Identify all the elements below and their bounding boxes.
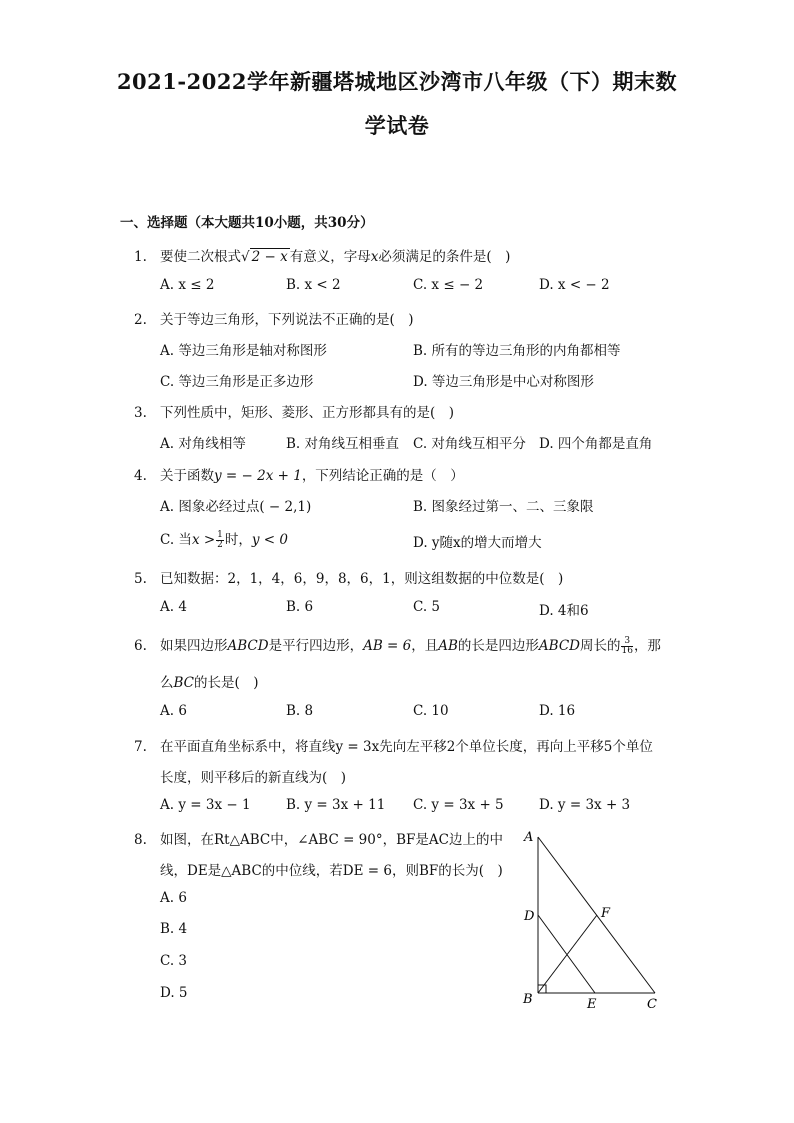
q5-option-a[interactable]: A. 4 bbox=[160, 599, 187, 615]
q7-option-b[interactable]: B. y = 3x + 11 bbox=[286, 797, 386, 813]
label-b: B bbox=[523, 992, 533, 1007]
question-6: 6. 如果四边形ABCD是平行四边形，AB = 6，且AB的长是四边形ABCD周长的 $\frac{3}{16}$ ，那 bbox=[134, 636, 661, 656]
q7-option-c[interactable]: C. y = 3x + 5 bbox=[413, 797, 504, 813]
q7-option-d[interactable]: D. y = 3x + 3 bbox=[539, 797, 631, 813]
question-7: 7. 在平面直角坐标系中，将直线y = 3x先向左平移2个单位长度，再向上平移5个单位 bbox=[134, 739, 653, 755]
question-5: 5. 已知数据：2，1，4，6，9，8，6，1，则这组数据的中位数是( ) bbox=[134, 571, 564, 587]
page-title-line2: 学试卷 bbox=[364, 113, 430, 138]
q4-option-d[interactable]: D. y随x的增大而增大 bbox=[413, 535, 542, 551]
q1-option-c[interactable]: C. x ≤ − 2 bbox=[413, 277, 484, 293]
q6-option-b[interactable]: B. 8 bbox=[286, 703, 314, 719]
q1-option-a[interactable]: A. x ≤ 2 bbox=[160, 277, 215, 293]
q4-option-b[interactable]: B. 图象经过第一、二、三象限 bbox=[413, 499, 594, 515]
q4-option-a[interactable]: A. 图象必经过点( − 2,1) bbox=[160, 499, 312, 515]
section-heading: 一、选择题（本大题共10小题，共30分） bbox=[120, 215, 374, 231]
question-number: 3. bbox=[134, 405, 147, 421]
q3-option-c[interactable]: C. 对角线互相平分 bbox=[413, 436, 526, 452]
q8-option-b[interactable]: B. 4 bbox=[160, 921, 188, 937]
q3-option-a[interactable]: A. 对角线相等 bbox=[160, 436, 246, 452]
page-title-line1: 2021-2022学年新疆塔城地区沙湾市八年级（下）期末数 bbox=[116, 69, 678, 94]
question-7-line2: 长度，则平移后的新直线为( ) bbox=[160, 770, 347, 786]
q6-option-d[interactable]: D. 16 bbox=[539, 703, 576, 719]
q8-option-d[interactable]: D. 5 bbox=[160, 985, 188, 1001]
fraction-3-16: $\frac{3}{16}$ bbox=[621, 636, 633, 656]
question-8: 8. 如图，在Rt△ABC中，∠ABC = 90°，BF是AC边上的中 bbox=[134, 832, 503, 848]
label-d: D bbox=[524, 909, 535, 924]
label-c: C bbox=[647, 997, 657, 1012]
question-6-line2: 么BC的长是( ) bbox=[160, 675, 259, 691]
label-e: E bbox=[587, 997, 597, 1012]
question-number: 5. bbox=[134, 571, 147, 587]
q2-option-a[interactable]: A. 等边三角形是轴对称图形 bbox=[160, 343, 327, 359]
q2-option-c[interactable]: C. 等边三角形是正多边形 bbox=[160, 374, 314, 390]
sqrt-symbol: √ bbox=[241, 249, 250, 265]
q5-option-d[interactable]: D. 4和6 bbox=[539, 603, 589, 619]
q3-option-b[interactable]: B. 对角线互相垂直 bbox=[286, 436, 400, 452]
q1-option-d[interactable]: D. x < − 2 bbox=[539, 277, 610, 293]
q6-option-a[interactable]: A. 6 bbox=[160, 703, 187, 719]
question-2: 2. 关于等边三角形，下列说法不正确的是( ) bbox=[134, 312, 414, 328]
label-f: F bbox=[601, 906, 611, 921]
question-number: 2. bbox=[134, 312, 147, 328]
question-8-line2: 线，DE是△ABC的中位线，若DE = 6，则BF的长为( ) bbox=[160, 863, 503, 879]
q7-option-a[interactable]: A. y = 3x − 1 bbox=[160, 797, 251, 813]
question-number: 6. bbox=[134, 638, 147, 654]
q5-option-c[interactable]: C. 5 bbox=[413, 599, 441, 615]
q4-option-c[interactable]: C. 当x > $\frac{1}{2}$ 时，y < 0 bbox=[160, 530, 289, 550]
q3-option-d[interactable]: D. 四个角都是直角 bbox=[539, 436, 653, 452]
q2-option-d[interactable]: D. 等边三角形是中心对称图形 bbox=[413, 374, 594, 390]
question-1: 1. 要使二次根式√ 2 − x 有意义，字母x必须满足的条件是( ) bbox=[134, 249, 511, 265]
q5-option-b[interactable]: B. 6 bbox=[286, 599, 314, 615]
q2-option-b[interactable]: B. 所有的等边三角形的内角都相等 bbox=[413, 343, 621, 359]
geometry-figure bbox=[515, 825, 665, 1015]
label-a: A bbox=[524, 830, 534, 845]
question-3: 3. 下列性质中，矩形、菱形、正方形都具有的是( ) bbox=[134, 405, 455, 421]
question-4: 4. 关于函数y = − 2x + 1，下列结论正确的是（ ） bbox=[134, 468, 464, 484]
question-number: 1. bbox=[134, 249, 147, 265]
q8-option-a[interactable]: A. 6 bbox=[160, 890, 187, 906]
q6-option-c[interactable]: C. 10 bbox=[413, 703, 449, 719]
question-number: 8. bbox=[134, 832, 147, 848]
question-number: 7. bbox=[134, 739, 147, 755]
fraction-one-half: $\frac{1}{2}$ bbox=[217, 530, 223, 550]
radicand: 2 − x bbox=[251, 249, 288, 265]
q8-option-c[interactable]: C. 3 bbox=[160, 953, 188, 969]
q1-option-b[interactable]: B. x < 2 bbox=[286, 277, 341, 293]
question-number: 4. bbox=[134, 468, 147, 484]
